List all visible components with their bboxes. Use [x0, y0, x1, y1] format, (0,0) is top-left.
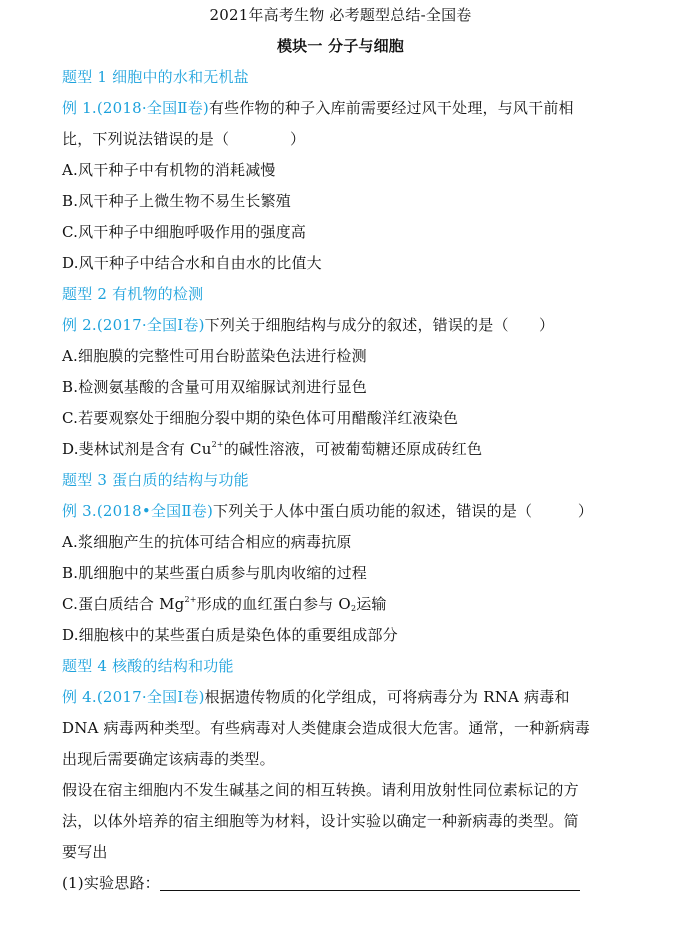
superscript: 2+: [184, 595, 197, 604]
option-c: [62, 589, 681, 620]
option-b: B.肌细胞中的某些蛋白质参与肌肉收缩的过程: [62, 564, 367, 582]
option-text: 的碱性溶液，可被葡萄糖还原成砖红色: [223, 440, 483, 458]
doc-title: 2021年高考生物 必考题型总结-全国卷: [209, 6, 472, 24]
answer-label: (1)实验思路：: [62, 874, 160, 892]
question-1: [62, 93, 681, 124]
option-a: A.风干种子中有机物的消耗减慢: [62, 161, 276, 179]
question-stem: 有些作物的种子入库前需要经过风干处理，与风干前相: [208, 99, 574, 117]
question-source: 例 1.(2018·全国Ⅱ卷): [62, 99, 209, 117]
option-b: B.风干种子上微生物不易生长繁殖: [62, 192, 291, 210]
option-c: C.若要观察处于细胞分裂中期的染色体可用醋酸洋红液染色: [62, 409, 459, 427]
question-stem-cont: 假设在宿主细胞内不发生碱基之间的相互转换。请利用放射性同位素标记的方: [62, 781, 579, 799]
question-stem-cont: 比，下列说法错误的是（ ）: [62, 130, 306, 148]
question-stem-cont: 法，以体外培养的宿主细胞等为材料，设计实验以确定一种新病毒的类型。简: [62, 812, 579, 830]
superscript: 2+: [211, 440, 224, 449]
option-a: A.细胞膜的完整性可用台盼蓝染色法进行检测: [62, 347, 367, 365]
option-b: B.检测氨基酸的含量可用双缩脲试剂进行显色: [62, 378, 367, 396]
question-source: 例 4.(2017·全国Ⅰ卷): [62, 688, 205, 706]
option-text: 形成的血红蛋白参与 O: [196, 595, 351, 613]
option-text: 运输: [356, 595, 387, 613]
option-text: D.斐林试剂是含有 Cu: [62, 440, 212, 458]
question-stem-cont: 要写出: [62, 843, 108, 861]
answer-line: [62, 868, 681, 899]
option-d: [62, 434, 681, 465]
question-stem: 下列关于细胞结构与成分的叙述，错误的是（ ）: [204, 316, 555, 334]
option-c: C.风干种子中细胞呼吸作用的强度高: [62, 223, 307, 241]
question-source: 例 3.(2018•全国Ⅱ卷): [62, 502, 214, 520]
section-heading-2: 题型 2 有机物的检测: [62, 285, 204, 303]
subscript: 2: [350, 604, 357, 613]
section-heading-1: 题型 1 细胞中的水和无机盐: [62, 68, 249, 86]
question-source: 例 2.(2017·全国Ⅰ卷): [62, 316, 205, 334]
question-3: [62, 496, 681, 527]
module-title: 模块一 分子与细胞: [276, 37, 405, 55]
question-4: [62, 682, 681, 713]
answer-blank[interactable]: [160, 872, 580, 891]
option-a: A.浆细胞产生的抗体可结合相应的病毒抗原: [62, 533, 352, 551]
question-stem: 下列关于人体中蛋白质功能的叙述，错误的是（ ）: [213, 502, 594, 520]
question-stem-cont: 出现后需要确定该病毒的类型。: [62, 750, 275, 768]
question-stem-cont: DNA 病毒两种类型。有些病毒对人类健康会造成很大危害。通常，一种新病毒: [62, 719, 590, 737]
option-d: D.风干种子中结合水和自由水的比值大: [62, 254, 322, 272]
question-2: [62, 310, 681, 341]
section-heading-4: 题型 4 核酸的结构和功能: [62, 657, 234, 675]
question-stem: 根据遗传物质的化学组成，可将病毒分为 RNA 病毒和: [204, 688, 570, 706]
option-d: D.细胞核中的某些蛋白质是染色体的重要组成部分: [62, 626, 398, 644]
section-heading-3: 题型 3 蛋白质的结构与功能: [62, 471, 249, 489]
option-text: C.蛋白质结合 Mg: [62, 595, 185, 613]
